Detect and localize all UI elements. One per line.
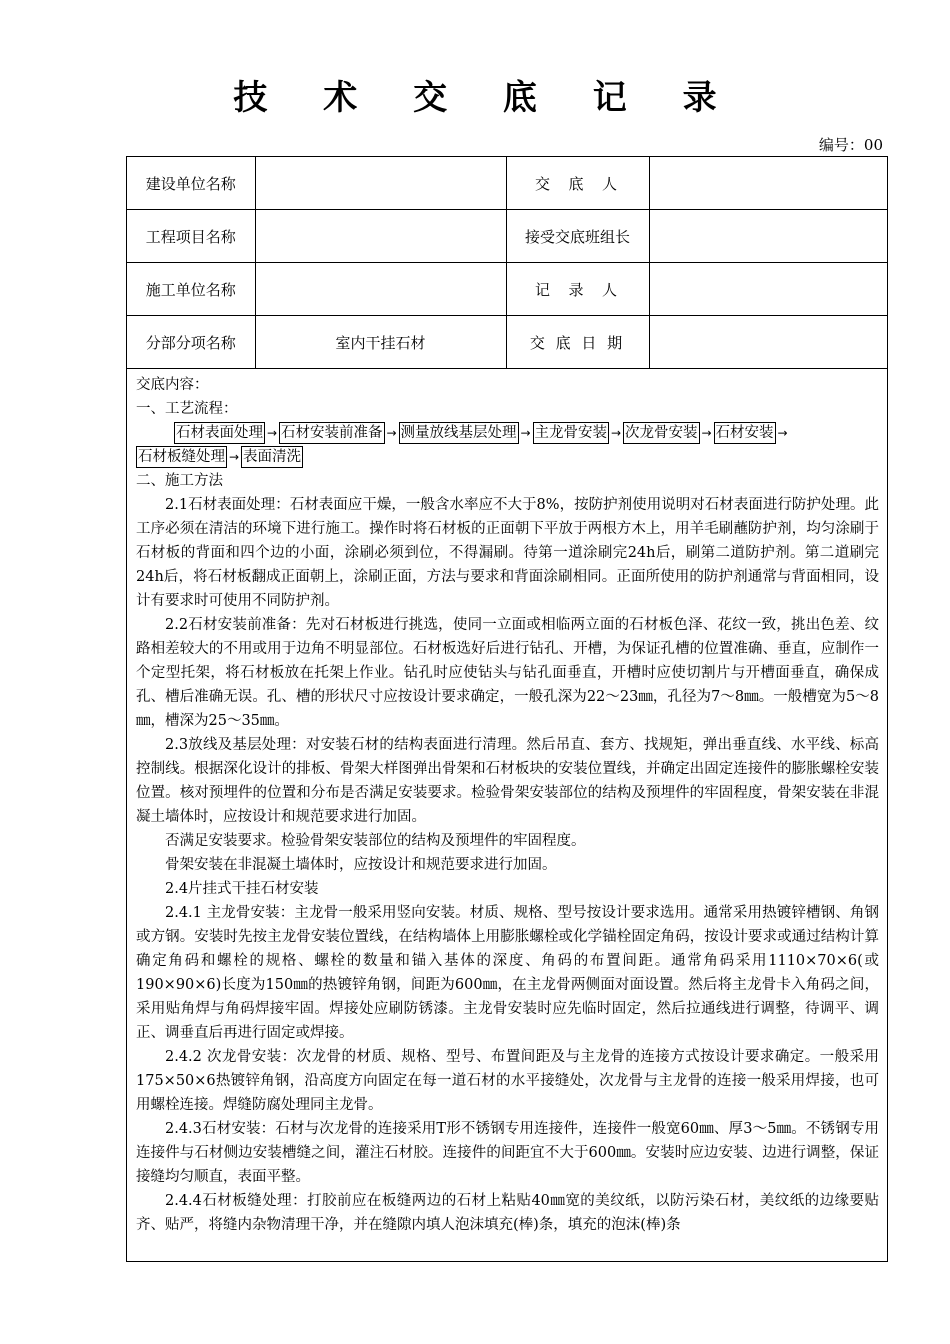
document-title: 技 术 交 底 记 录 xyxy=(233,78,739,118)
info-row xyxy=(127,210,887,263)
record-form xyxy=(126,156,888,1262)
document-number: 编号：00 xyxy=(818,136,883,154)
project-name-value[interactable] xyxy=(255,210,506,263)
date-value[interactable] xyxy=(649,316,887,369)
flow-step: 石材安装 xyxy=(714,422,776,444)
flow-step: 石材安装前准备 xyxy=(279,422,385,444)
method-paragraph: 2.4.4石材板缝处理：打胶前应在板缝两边的石材上粘贴40㎜宽的美纹纸，以防污染石材，美纹纸的边缘要贴齐、贴严，将缝内杂物清理干净，并在缝隙内填人泡沫填充(棒)条，填充的泡沫(棒)条 xyxy=(136,1193,879,1233)
method-paragraph: 2.4.3石材安装：石材与次龙骨的连接采用T形不锈钢专用连接件，连接件一般宽60㎜、厚3～5㎜。不锈钢专用连接件与石材侧边安装槽缝之间，灌注石材胶。连接件的间距宜不大于600㎜。安装时应边安装、边进行调整，保证接缝均匀顺直，表面平整。 xyxy=(136,1121,879,1185)
section-construction-method: 二、施工方法 xyxy=(136,473,223,489)
method-paragraph: 2.3放线及基层处理：对安装石材的结构表面进行清理。然后吊直、套方、找规矩，弹出垂直线、水平线、标高控制线。根据深化设计的排板、骨架大样图弹出骨架和石材板块的安装位置线，并确定出固定连接件的膨胀螺栓安装位置。核对预埋件的位置和分布是否满足安装要求。检验骨架安装部位的结构及预埋件的牢固程度，骨架安装在非混凝土墙体时，应按设计和规范要求进行加固。 xyxy=(136,737,879,825)
sub-project-value[interactable]: 室内干挂石材 xyxy=(255,316,506,369)
method-paragraph: 2.2石材安装前准备：先对石材板进行挑选，使同一立面或相临两立面的石材板色泽、花纹一致，挑出色差、纹路相差较大的不用或用于边角不明显部位。石材板选好后进行钻孔、开槽，为保证孔槽的位置准确、垂直，应制作一个定型托架，将石材板放在托架上作业。钻孔时应使钻头与钻孔面垂直，开槽时应使切割片与开槽面垂直，确保成孔、槽后准确无误。孔、槽的形状尺寸应按设计要求确定，一般孔深为22～23㎜，孔径为7～8㎜。一般槽宽为5～8㎜，槽深为25～35㎜。 xyxy=(136,617,879,729)
project-name-label: 工程项目名称 xyxy=(127,210,255,263)
method-paragraph: 2.4.1 主龙骨安装：主龙骨一般采用竖向安装。材质、规格、型号按设计要求选用。通常采用热镀锌槽钢、角钢或方钢。安装时先按主龙骨安装位置线，在结构墙体上用膨胀螺栓或化学锚栓固定角码，按设计要求或通过结构计算确定角码和螺栓的规格、螺栓的数量和锚入基体的深度、角码的布置间距。通常角码采用1110×70×6(或190×90×6)长度为150㎜的热镀锌角钢，间距为600㎜，在主龙骨两侧面对面设置。然后将主龙骨卡入角码之间，采用贴角焊与角码焊接牢固。焊接处应刷防锈漆。主龙骨安装时应先临时固定，然后拉通线进行调整，待调平、调正、调垂直后再进行固定或焊接。 xyxy=(136,905,879,1041)
discloser-value[interactable] xyxy=(649,157,887,210)
method-paragraph: 2.1石材表面处理：石材表面应干燥，一般含水率应不大于8%，按防护剂使用说明对石材表面进行防护处理。此工序必须在清洁的环境下进行施工。操作时将石材板的正面朝下平放于两根方木上，用羊毛刷蘸防护剂，均匀涂刷于石材板的背面和四个边的小面，涂刷必须到位，不得漏刷。待第一道涂刷完24h后，刷第二道防护剂。第二道刷完24h后，将石材板翻成正面朝上，涂刷正面，方法与要求和背面涂刷相同。正面所使用的防护剂通常与背面相同，设计有要求时可使用不同防护剂。 xyxy=(136,497,879,609)
flow-step: 主龙骨安装 xyxy=(533,422,610,444)
arrow-right-icon: → xyxy=(386,426,397,440)
disclosure-content xyxy=(127,369,887,1237)
flow-step: 石材表面处理 xyxy=(174,422,265,444)
builder-label: 施工单位名称 xyxy=(127,263,255,316)
flow-step: 石材板缝处理 xyxy=(136,446,227,468)
flow-step: 测量放线基层处理 xyxy=(399,422,519,444)
discloser-label: 交 底 人 xyxy=(506,157,649,210)
builder-value[interactable] xyxy=(255,263,506,316)
process-flow-line-1 xyxy=(136,421,879,445)
section-process-flow: 一、工艺流程： xyxy=(136,401,238,417)
method-paragraph: 否满足安装要求。检验骨架安装部位的结构及预埋件的牢固程度。 xyxy=(165,833,586,849)
method-paragraph: 骨架安装在非混凝土墙体时，应按设计和规范要求进行加固。 xyxy=(165,857,557,873)
flow-step: 次龙骨安装 xyxy=(623,422,700,444)
info-row xyxy=(127,263,887,316)
info-row xyxy=(127,316,887,369)
construction-unit-label: 建设单位名称 xyxy=(127,157,255,210)
sub-project-label: 分部分项名称 xyxy=(127,316,255,369)
date-label: 交 底 日 期 xyxy=(506,316,649,369)
method-paragraph: 2.4片挂式干挂石材安装 xyxy=(165,881,319,897)
content-heading: 交底内容： xyxy=(136,377,209,393)
receiver-label: 接受交底班组长 xyxy=(506,210,649,263)
info-table xyxy=(127,157,887,369)
arrow-right-icon: → xyxy=(520,426,531,440)
arrow-right-icon: → xyxy=(266,426,278,440)
arrow-right-icon: → xyxy=(610,426,622,440)
recorder-value[interactable] xyxy=(649,263,887,316)
receiver-value[interactable] xyxy=(649,210,887,263)
info-row xyxy=(127,157,887,210)
process-flow-line-2 xyxy=(136,445,879,469)
construction-unit-value[interactable] xyxy=(255,157,506,210)
arrow-right-icon: → xyxy=(777,426,788,440)
flow-step: 表面清洗 xyxy=(241,446,303,468)
method-paragraph: 2.4.2 次龙骨安装：次龙骨的材质、规格、型号、布置间距及与主龙骨的连接方式按设计要求确定。一般采用175×50×6热镀锌角钢，沿高度方向固定在每一道石材的水平接缝处，次龙骨与主龙骨的连接一般采用焊接，也可用螺栓连接。焊缝防腐处理同主龙骨。 xyxy=(136,1049,879,1113)
arrow-right-icon: → xyxy=(701,426,712,440)
recorder-label: 记 录 人 xyxy=(506,263,649,316)
arrow-right-icon: → xyxy=(228,450,240,464)
